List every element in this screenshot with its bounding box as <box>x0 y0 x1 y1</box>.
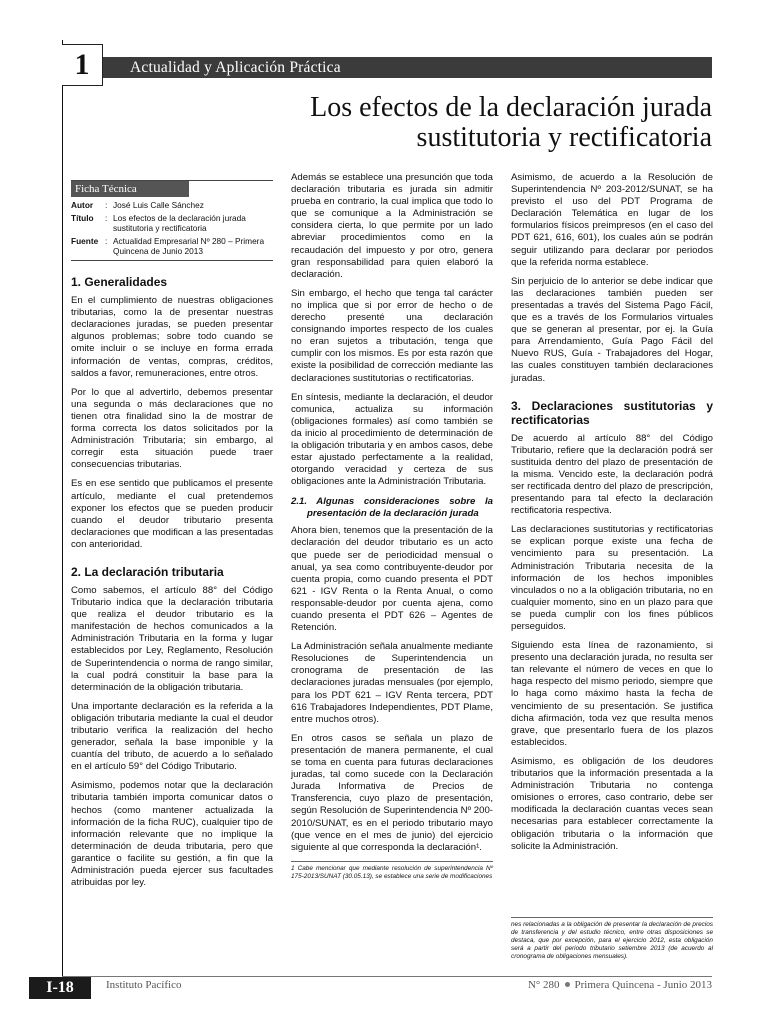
title-line-1: Los efectos de la declaración jurada <box>310 92 712 123</box>
chapter-number: 1 <box>74 48 90 81</box>
title-line-2: sustitutoria y rectificatoria <box>416 122 712 153</box>
section-heading-3: 3. Declaraciones sustitutorias y rectificatorias <box>511 398 713 427</box>
issue-number: N° 280 <box>527 979 560 991</box>
ficha-heading: Ficha Técnica <box>71 181 189 197</box>
paragraph: Asimismo, es obligación de los deudores tributarios que la información presentada a la Administración Tributaria no contenga omisiones o errores, caso contrario, debe ser modificada la declaración cuantas veces sean necesarias para establecer correctamente la obligación tributaria o la información que solicite la Administración. <box>511 755 713 852</box>
section-heading-2: 2. La declaración tributaria <box>71 564 224 579</box>
ficha-colon: : <box>105 200 108 211</box>
paragraph: Ahora bien, tenemos que la presentación de la declaración del deudor tributario es un acto que puede ser de periodicidad mensual o anual, ya sea como contribuyente-deudor por cuenta propia, como cuando presenta el PDT 621 - IGV Renta o la Renta Anual, o como responsable-deudor por cuenta ajena, como cuando presenta el PDT 626 – Agentes de Retención. <box>291 525 493 634</box>
paragraph: En síntesis, mediante la declaración, el deudor comunica, actualiza su información (obligaciones formales) así como también se da inicio al procedimiento de determinación de la obligación tributaria y en ambos casos, debe estar ajustado perfectamente a la realidad, otorgando veracidad y certeza de sus obligaciones ante la Administración Tributaria. <box>291 391 493 488</box>
ficha-row-titulo <box>71 213 273 233</box>
section-heading-1: 1. Generalidades <box>71 275 168 290</box>
ficha-tecnica <box>71 180 273 261</box>
ficha-row-autor <box>71 200 273 210</box>
paragraph: Es en ese sentido que publicamos el presente artículo, mediante el cual pretendemos exponer los efectos que se pueden producir cuando el deudor tributario presenta declaraciones que modifican a las presentadas con anterioridad. <box>71 478 273 550</box>
subsection-heading-2-1: 2.1. Algunas consideraciones sobre la presentación de la declaración jurada <box>291 496 493 519</box>
footer-rule <box>62 976 712 977</box>
paragraph: En otros casos se señala un plazo de presentación de manera permanente, el cual se toma en cuenta para futuras declaraciones juradas, tal como sucede con la Declaración Jurada Informativa de Precios de Transferencia, cuyo plazo de presentación, según Resolución de Superintendencia Nº 200-2010/SUNAT, es en el periodo tributario mayo (que vence en el mes de junio) del ejercicio siguiente al que corresponda la declaración¹. <box>291 732 493 853</box>
paragraph: Las declaraciones sustitutorias y rectificatorias se explican porque existe una fecha de vencimiento para su presentación. La Administración Tributaria necesita de la información de los hechos imponibles vinculados o no a la obligación tributaria, no en cualquier momento, sino en un plazo para que se pueda cumplir con los fines públicos perseguidos. <box>511 524 713 632</box>
column-2 <box>291 172 493 881</box>
left-margin-rule <box>62 40 63 980</box>
ficha-row-fuente <box>71 236 273 256</box>
bullet-dot-icon <box>565 982 570 987</box>
issue-info <box>528 979 712 991</box>
ficha-colon: : <box>105 213 108 224</box>
paragraph: Una importante declaración es la referida a la obligación tributaria mediante la cual el deudor tributario verifica la realización del hecho generador, señala la base imponible y la cuantía del tributo, de acuerdo a lo señalado en el artículo 59° del Código Tributario. <box>71 700 273 773</box>
publisher-name: Instituto Pacífico <box>106 979 182 991</box>
paragraph: Siguiendo esta línea de razonamiento, si presento una declaración jurada, no resulta ser tan relevante el número de veces en que lo haga respecto del mismo periodo, siempre que lo haga como máximo hasta la fecha de vencimiento de su presentación. Se justifica dicha afirmación, toda vez que resulta menos grave, que presentarlo fuera de los plazos establecidos. <box>511 640 713 748</box>
paragraph: Por lo que al advertirlo, debemos presentar una segunda o más declaraciones que no tienen otra finalidad sino la de mostrar de forma correcta los datos solicitados por la Administración Tributaria; sin embargo, al corregir esta situación puede traer consecuencias tributarias. <box>71 386 273 471</box>
paragraph: En el cumplimiento de nuestras obligaciones tributarias, como la de presentar nuestras declaraciones juradas, se pueden presentar algunos problemas; sobre todo cuando se omite incluir o se incluye en forma errada información de ventas, compras, créditos, saldos a favor, remuneraciones, entre otros. <box>71 295 273 379</box>
paragraph: Como sabemos, el artículo 88° del Código Tributario indica que la declaración tributaria que realiza el deudor tributario es la manifestación de hechos comunicados a la Administración Tributaria en la forma y lugar establecidos por Ley, Reglamento, Resolución de Superintendencia o norma de rango similar, la cual podrá constituir la base para la determinación de la obligación tributaria. <box>71 584 273 693</box>
footnote-continuation: nes relacionadas a la obligación de presentar la declaración de precios de transferencia y del estudio técnico, entre otras disposiciones se destaca, que por excepción, para el ejercicio 2012, esta obligación será a partir del periodo tributario setiembre 2013 (de acuerdo al cronograma de obligaciones mensuales). <box>511 917 713 961</box>
paragraph: Sin perjuicio de lo anterior se debe indicar que las declaraciones también pueden ser presentadas a través del Sistema Pago Fácil, que es a través de los Formularios virtuales que se generan al presentar, por ej. la Guía para Arrendamiento, Guía Pago Fácil del Nuevo RUS, Guía - Trabajadores del Hogar, las cuales constituyen también declaraciones juradas. <box>511 275 713 384</box>
ficha-value: Los efectos de la declaración jurada sustitutoria y rectificatoria <box>113 213 246 234</box>
ficha-key: Título <box>71 213 94 224</box>
ficha-colon: : <box>105 236 108 247</box>
ficha-value: Actualidad Empresarial Nº 280 – Primera Quincena de Junio 2013 <box>113 236 265 257</box>
paragraph: Sin embargo, el hecho que tenga tal carácter no implica que si por error de hecho o de derecho presenté una declaración consignando importes respecto de los cuales no eran sujetos a tributación, tenga que cumplir con los mismos. Es por esta razón que existe la posibilidad de corrección mediante las declaraciones sustitutorias o rectificatorias. <box>291 287 493 384</box>
article-title <box>152 93 712 153</box>
paragraph: La Administración señala anualmente mediante Resoluciones de Superintendencia un cronograma de presentación de las declaraciones juradas mensuales (por ejemplo, para los PDT 621 – IGV Renta tercera, PDT 616 Trabajadores Independientes, PDT Plame, entre muchos otros). <box>291 641 493 725</box>
page-number: I-18 <box>29 977 91 999</box>
ficha-key: Fuente <box>71 236 99 247</box>
paragraph: Asimismo, de acuerdo a la Resolución de Superintendencia Nº 203-2012/SUNAT, se ha previsto el uso del PDT Programa de Declaración Telemática en lugar de los formularios físicos preimpresos (en el caso del PDT 621, 616, 601), los cuales aún se podrán seguir utilizando para declarar por periodos que la referida norma establece. <box>511 172 713 268</box>
paragraph: Además se establece una presunción que toda declaración tributaria es jurada sin admitir prueba en contrario, la cual implica que todo lo que se comunique a la Administración se considera cierta, lo que permite por un lado abreviar procedimientos como en la recaudación del impuesto y por otro, genera gran responsabilidad para quien elaboró la declaración. <box>291 172 493 280</box>
column-3 <box>511 172 713 860</box>
paragraph: Asimismo, podemos notar que la declaración tributaria también importa comunicar datos o hechos (como mantener actualizada la información de la ficha RUC), cualquier tipo de información relevante que no implique la determinación de deuda tributaria, pero que garantice o facilite su gestión, a fin que la Administración pueda ejercer sus facultades atribuidas por ley. <box>71 780 273 889</box>
chapter-number-box <box>62 44 103 86</box>
column-1 <box>71 172 273 896</box>
footnote-1: 1 Cabe mencionar que mediante resolución de superintendencia Nº 175-2013/SUNAT (30.05.13), se establece una serie de modificaciones <box>291 861 493 881</box>
paragraph: De acuerdo al artículo 88° del Código Tributario, refiere que la declaración podrá ser sustituida dentro del plazo de presentación de la misma. Vencido este, la declaración podrá ser rectificada dentro del plazo de prescripción, presentando para tal efecto la declaración rectificatoria respectiva. <box>511 432 713 517</box>
issue-period: Primera Quincena - Junio 2013 <box>574 979 712 991</box>
ficha-value: José Luis Calle Sánchez <box>113 200 204 211</box>
ficha-key: Autor <box>71 200 94 211</box>
section-label: Actualidad y Aplicación Práctica <box>130 59 341 76</box>
